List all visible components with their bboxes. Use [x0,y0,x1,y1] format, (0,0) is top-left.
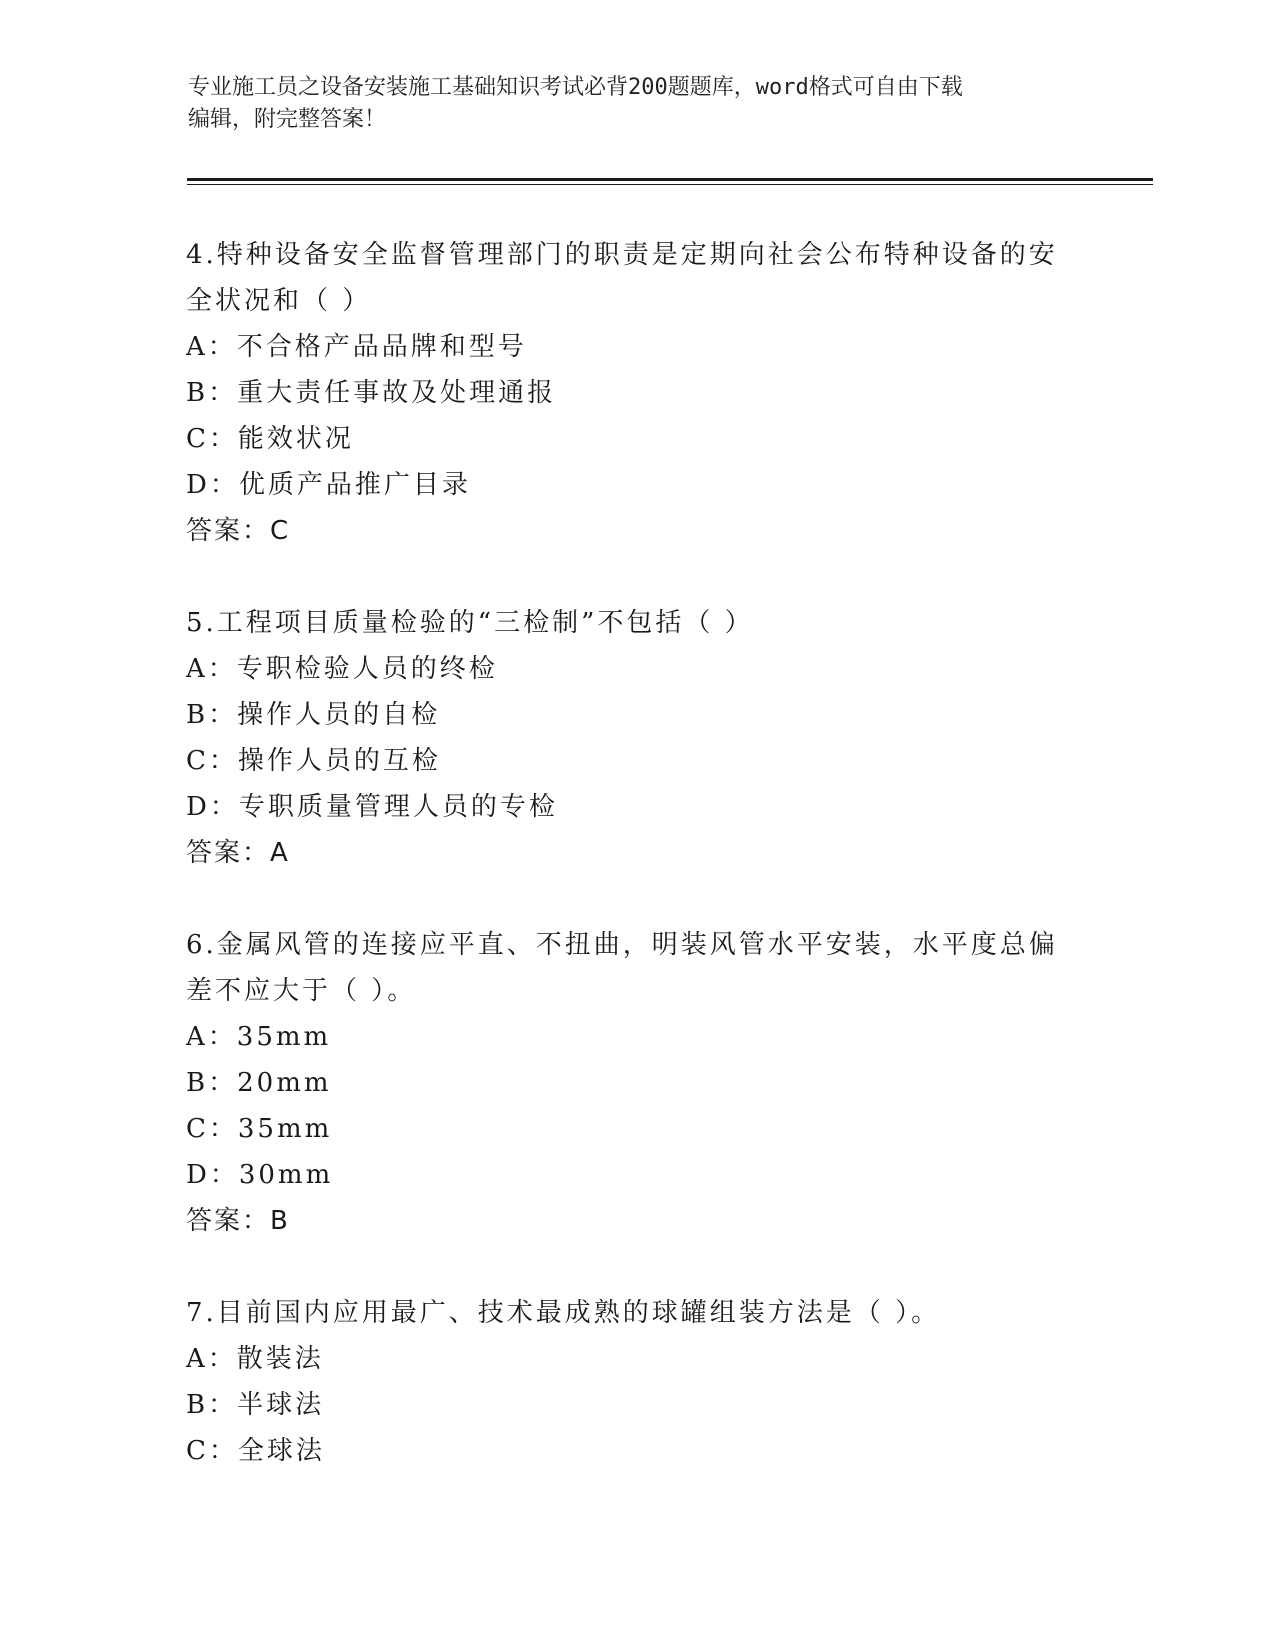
option-d: D：30mm [186,1160,334,1190]
question-7 [186,1290,1076,1474]
question-5 [186,600,1076,876]
header-divider-thick [187,178,1153,181]
header-line-2: 编辑，附完整答案！ [188,107,387,132]
option-c: C：操作人员的互检 [186,746,441,776]
answer-label: 答案：A [186,838,290,868]
option-c: C：能效状况 [186,424,354,454]
option-b: B：20mm [186,1068,332,1098]
question-stem-line: 差不应大于（ ）。 [186,976,417,1006]
document-header [188,72,1068,136]
option-b: B：半球法 [186,1390,325,1420]
question-stem-line: 6.金属风管的连接应平直、不扭曲，明装风管水平安装，水平度总偏 [186,930,1058,960]
option-a: A：35mm [186,1022,332,1052]
question-4 [186,232,1076,554]
answer-label: 答案：C [186,516,291,546]
option-d: D：优质产品推广目录 [186,470,471,500]
header-divider-thin [187,184,1153,185]
option-b: B：操作人员的自检 [186,700,441,730]
question-stem-line: 4.特种设备安全监督管理部门的职责是定期向社会公布特种设备的安 [186,240,1058,270]
option-a: A：散装法 [186,1344,324,1374]
option-a: A：不合格产品品牌和型号 [186,332,527,362]
header-line-1: 专业施工员之设备安装施工基础知识考试必背200题题库，word格式可自由下载 [188,75,963,100]
option-b: B：重大责任事故及处理通报 [186,378,557,408]
question-6 [186,922,1076,1244]
question-list [186,232,1076,1520]
option-a: A：专职检验人员的终检 [186,654,498,684]
question-stem-line: 7.目前国内应用最广、技术最成熟的球罐组装方法是（ ）。 [186,1298,941,1328]
question-stem-line: 5.工程项目质量检验的“三检制”不包括（ ） [186,608,754,638]
option-d: D：专职质量管理人员的专检 [186,792,558,822]
option-c: C：全球法 [186,1436,325,1466]
option-c: C：35mm [186,1114,333,1144]
question-stem-line: 全状况和（ ） [186,286,372,316]
answer-label: 答案：B [186,1206,290,1236]
